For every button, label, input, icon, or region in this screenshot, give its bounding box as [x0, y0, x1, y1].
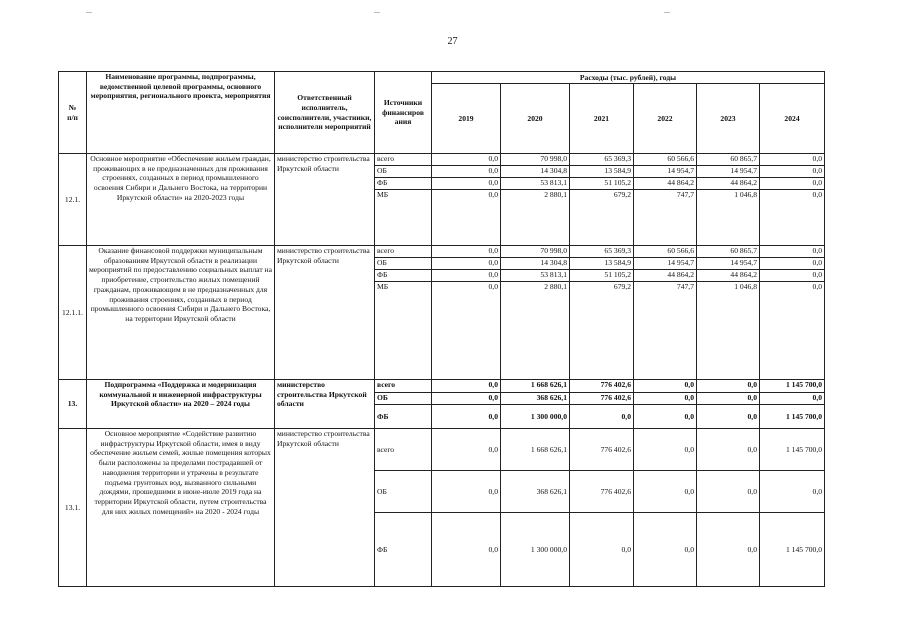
- value-cell: 0,0: [634, 393, 697, 405]
- header-name: Наименование программы, подпрограммы, ведомственной целевой программы, основного мероприятия, регионального проекта, мероприятия: [87, 72, 275, 154]
- value-cell: 1 145 700,0: [760, 405, 825, 429]
- value-cell: 0,0: [634, 405, 697, 429]
- value-cell: 679,2: [570, 282, 634, 380]
- source-label: всего: [375, 246, 432, 258]
- value-cell: 0,0: [697, 405, 760, 429]
- source-label: всего: [375, 154, 432, 166]
- value-cell: 14 954,7: [634, 258, 697, 270]
- row-number: 12.1.: [59, 154, 87, 246]
- page-number: 27: [447, 36, 458, 47]
- source-label: ОБ: [375, 166, 432, 178]
- scan-mark: [374, 12, 380, 13]
- executor: министерство строительства Иркутской области: [275, 429, 375, 587]
- value-cell: 1 668 626,1: [501, 380, 570, 393]
- value-cell: 0,0: [697, 429, 760, 471]
- value-cell: 776 402,6: [570, 471, 634, 513]
- header-year: 2023: [697, 84, 760, 154]
- value-cell: 14 954,7: [697, 258, 760, 270]
- value-cell: 2 880,1: [501, 190, 570, 246]
- value-cell: 0,0: [760, 178, 825, 190]
- value-cell: 0,0: [760, 258, 825, 270]
- value-cell: 65 369,3: [570, 246, 634, 258]
- value-cell: 60 566,6: [634, 154, 697, 166]
- value-cell: 60 865,7: [697, 246, 760, 258]
- header-source: Источники финансиров ания: [375, 72, 432, 154]
- subprogram-name: Подпрограмма «Поддержка и модернизация коммунальной и инженерной инфраструктуры Иркутской области» на 2020 – 2024 годы: [87, 380, 275, 429]
- header-year: 2021: [570, 84, 634, 154]
- source-label: ФБ: [375, 513, 432, 587]
- value-cell: 44 864,2: [697, 270, 760, 282]
- value-cell: 0,0: [432, 258, 501, 270]
- value-cell: 0,0: [432, 282, 501, 380]
- source-label: всего: [375, 429, 432, 471]
- value-cell: 65 369,3: [570, 154, 634, 166]
- header-executor: Ответственный исполнитель, соисполнители, участники, исполнители мероприятий: [275, 72, 375, 154]
- value-cell: 0,0: [760, 190, 825, 246]
- value-cell: 14 304,8: [501, 258, 570, 270]
- source-label: ФБ: [375, 178, 432, 190]
- value-cell: 0,0: [432, 246, 501, 258]
- value-cell: 0,0: [634, 380, 697, 393]
- value-cell: 51 105,2: [570, 270, 634, 282]
- value-cell: 0,0: [697, 513, 760, 587]
- value-cell: 1 046,8: [697, 282, 760, 380]
- header-expenses: Расходы (тыс. рублей), годы: [432, 72, 825, 84]
- value-cell: 0,0: [760, 471, 825, 513]
- value-cell: 0,0: [432, 178, 501, 190]
- value-cell: 0,0: [634, 471, 697, 513]
- value-cell: 0,0: [760, 246, 825, 258]
- value-cell: 13 584,9: [570, 258, 634, 270]
- value-cell: 0,0: [697, 393, 760, 405]
- scan-mark: [664, 12, 670, 13]
- value-cell: 0,0: [432, 380, 501, 393]
- value-cell: 747,7: [634, 282, 697, 380]
- value-cell: 53 813,1: [501, 270, 570, 282]
- value-cell: 70 998,0: [501, 246, 570, 258]
- header-year: 2022: [634, 84, 697, 154]
- value-cell: 0,0: [634, 513, 697, 587]
- value-cell: 0,0: [634, 429, 697, 471]
- activity-name: Основное мероприятие «Обеспечение жильем граждан, проживающих в не предназначенных для проживания строениях, созданных в период промышленного освоения Сибири и Дальнего Востока, на территории Иркутской области» на 2020-2023 годы: [87, 154, 275, 246]
- value-cell: 60 566,6: [634, 246, 697, 258]
- source-label: ОБ: [375, 471, 432, 513]
- value-cell: 1 668 626,1: [501, 429, 570, 471]
- activity-name: Основное мероприятие «Содействие развитию инфраструктуры Иркутской области, имея в виду обеспечение жильем семей, жилые помещения которых были расположены за пределами пострадавшей от наводнения территории и утрачены в результате подъема грунтовых вод, вызванного сильными дождями, прошедшими в июне-июле 2019 года на территории Иркутской области, путем строительства для них жилых помещений» на 2020 - 2024 годы: [87, 429, 275, 587]
- value-cell: 53 813,1: [501, 178, 570, 190]
- value-cell: 44 864,2: [697, 178, 760, 190]
- value-cell: 1 300 000,0: [501, 405, 570, 429]
- activity-name: Оказание финансовой поддержки муниципальным образованиям Иркутской области в реализации мероприятий по предоставлению социальных выплат на приобретение, строительство жилых помещений гражданам, проживающим в не предназначенных для проживания строениях, созданных в период промышленного освоения Сибири и Дальнего Востока, на территории Иркутской области: [87, 246, 275, 380]
- value-cell: 14 954,7: [634, 166, 697, 178]
- row-number: 12.1.1.: [59, 246, 87, 380]
- value-cell: 0,0: [432, 393, 501, 405]
- value-cell: 1 145 700,0: [760, 513, 825, 587]
- value-cell: 0,0: [570, 513, 634, 587]
- value-cell: 70 998,0: [501, 154, 570, 166]
- value-cell: 44 864,2: [634, 270, 697, 282]
- value-cell: 776 402,6: [570, 380, 634, 393]
- value-cell: 0,0: [697, 380, 760, 393]
- value-cell: 1 300 000,0: [501, 513, 570, 587]
- value-cell: 1 046,8: [697, 190, 760, 246]
- header-num: № п/п: [59, 72, 87, 154]
- value-cell: 679,2: [570, 190, 634, 246]
- value-cell: 1 145 700,0: [760, 380, 825, 393]
- source-label: ФБ: [375, 270, 432, 282]
- source-label: МБ: [375, 282, 432, 380]
- row-number: 13.: [59, 380, 87, 429]
- value-cell: 0,0: [432, 270, 501, 282]
- value-cell: 13 584,9: [570, 166, 634, 178]
- value-cell: 0,0: [760, 393, 825, 405]
- value-cell: 0,0: [432, 429, 501, 471]
- value-cell: 44 864,2: [634, 178, 697, 190]
- source-label: всего: [375, 380, 432, 393]
- value-cell: 0,0: [760, 282, 825, 380]
- value-cell: 14 954,7: [697, 166, 760, 178]
- value-cell: 368 626,1: [501, 393, 570, 405]
- budget-table: [58, 71, 825, 587]
- value-cell: 747,7: [634, 190, 697, 246]
- value-cell: 14 304,8: [501, 166, 570, 178]
- header-year: 2024: [760, 84, 825, 154]
- value-cell: 0,0: [570, 405, 634, 429]
- value-cell: 51 105,2: [570, 178, 634, 190]
- value-cell: 0,0: [432, 471, 501, 513]
- executor: министерство строительства Иркутской области: [275, 246, 375, 380]
- executor: министерство строительства Иркутской области: [275, 380, 375, 429]
- scan-mark: [86, 12, 92, 13]
- value-cell: 0,0: [432, 166, 501, 178]
- value-cell: 0,0: [760, 166, 825, 178]
- value-cell: 776 402,6: [570, 429, 634, 471]
- source-label: ОБ: [375, 258, 432, 270]
- value-cell: 776 402,6: [570, 393, 634, 405]
- value-cell: 0,0: [432, 190, 501, 246]
- value-cell: 0,0: [760, 270, 825, 282]
- value-cell: 0,0: [432, 513, 501, 587]
- value-cell: 0,0: [432, 405, 501, 429]
- value-cell: 1 145 700,0: [760, 429, 825, 471]
- value-cell: 368 626,1: [501, 471, 570, 513]
- header-year: 2019: [432, 84, 501, 154]
- executor: министерство строительства Иркутской области: [275, 154, 375, 246]
- value-cell: 0,0: [432, 154, 501, 166]
- value-cell: 60 865,7: [697, 154, 760, 166]
- source-label: ФБ: [375, 405, 432, 429]
- source-label: ОБ: [375, 393, 432, 405]
- value-cell: 0,0: [697, 471, 760, 513]
- header-year: 2020: [501, 84, 570, 154]
- source-label: МБ: [375, 190, 432, 246]
- row-number: 13.1.: [59, 429, 87, 587]
- value-cell: 2 880,1: [501, 282, 570, 380]
- value-cell: 0,0: [760, 154, 825, 166]
